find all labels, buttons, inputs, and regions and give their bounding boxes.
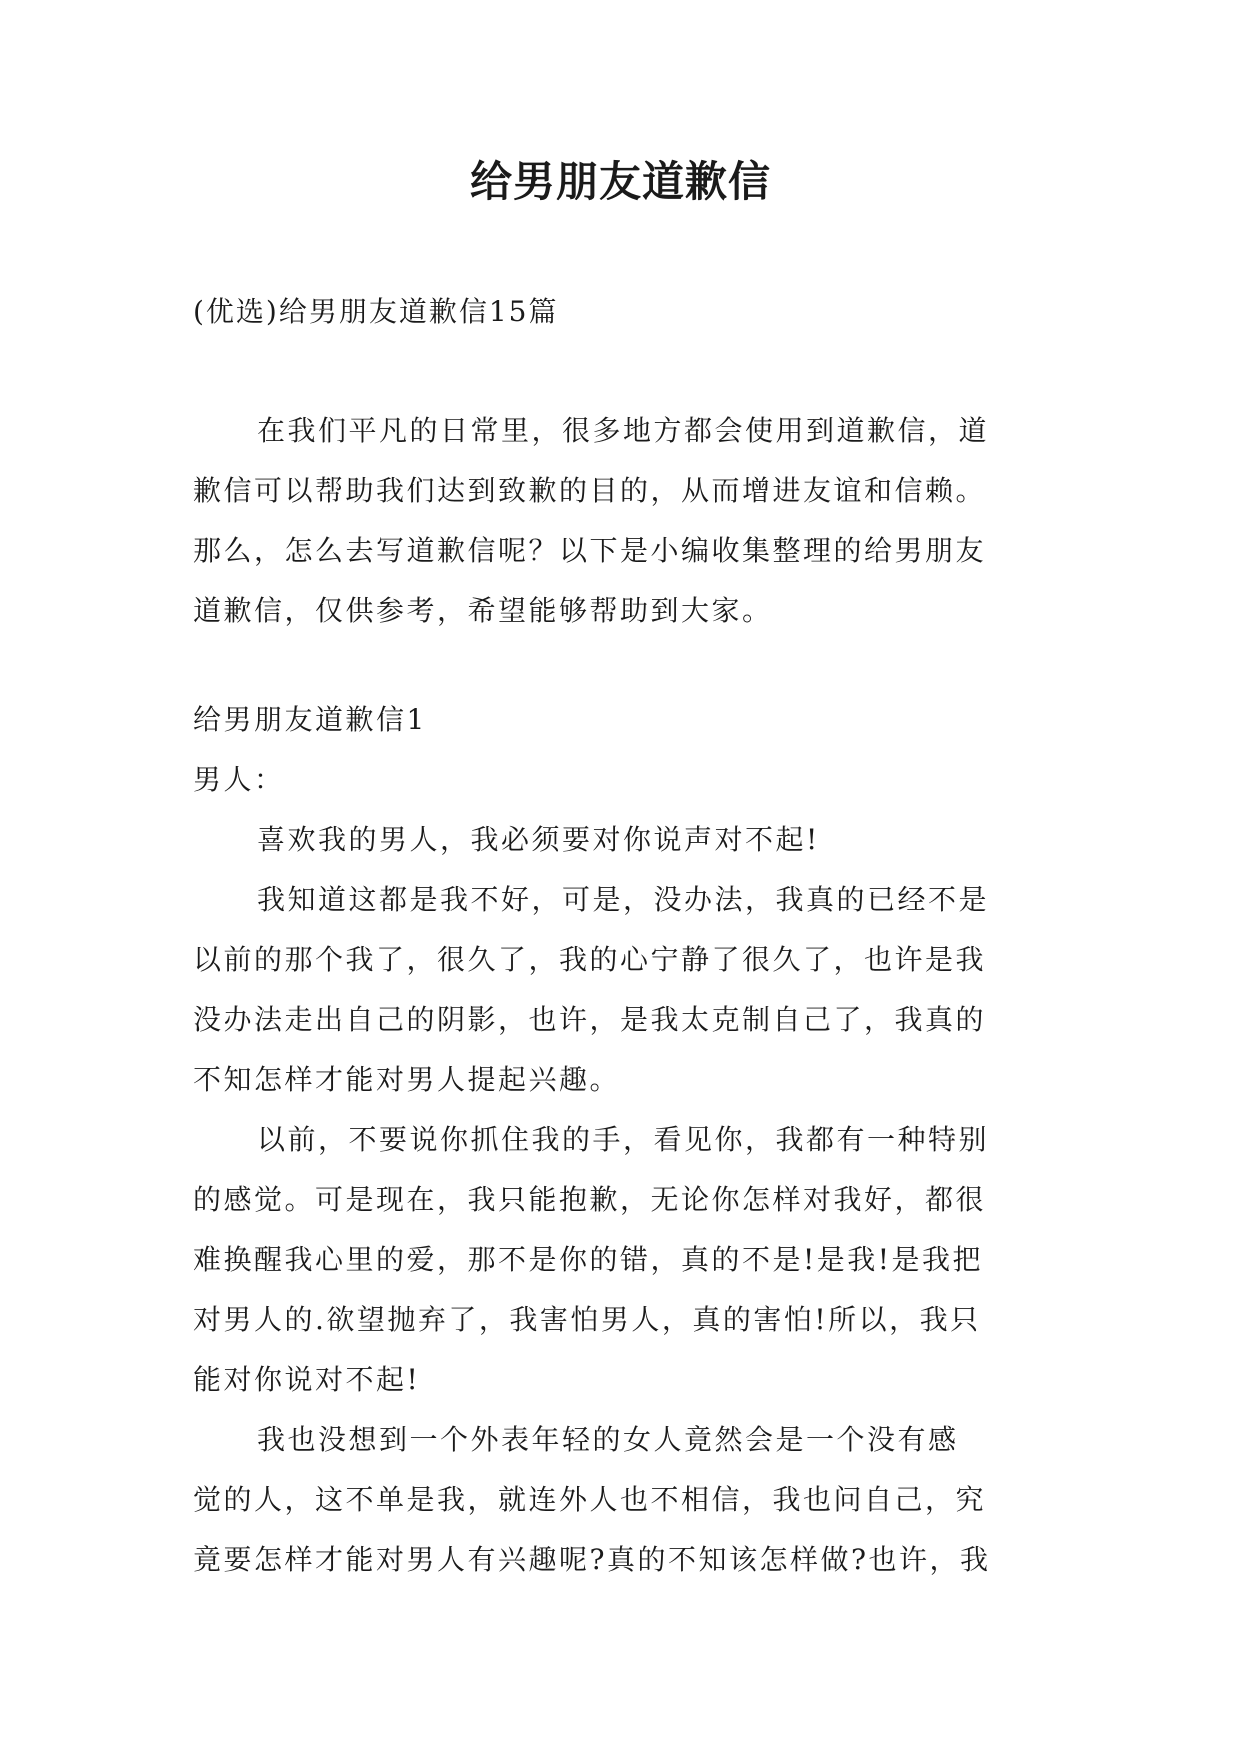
intro-line: 那么，怎么去写道歉信呢？以下是小编收集整理的给男朋友 <box>193 534 987 567</box>
intro-paragraph <box>193 401 1063 641</box>
body-line: 难换醒我心里的爱，那不是你的错，真的不是!是我!是我把 <box>193 1243 984 1276</box>
intro-line: 在我们平凡的日常里，很多地方都会使用到道歉信，道 <box>257 414 990 447</box>
body-line: 喜欢我的男人，我必须要对你说声对不起! <box>257 823 820 856</box>
body-line: 我也没想到一个外表年轻的女人竟然会是一个没有感 <box>257 1423 959 1456</box>
body-line: 对男人的.欲望抛弃了，我害怕男人，真的害怕!所以，我只 <box>193 1303 981 1336</box>
body-line: 以前的那个我了，很久了，我的心宁静了很久了，也许是我 <box>193 943 987 976</box>
intro-line: 歉信可以帮助我们达到致歉的目的，从而增进友谊和信赖。 <box>193 474 987 507</box>
intro-line: 道歉信，仅供参考，希望能够帮助到大家。 <box>193 594 773 627</box>
body-line: 能对你说对不起! <box>193 1363 421 1396</box>
body-line: 我知道这都是我不好，可是，没办法，我真的已经不是 <box>257 883 990 916</box>
letter-section <box>193 690 1063 1590</box>
body-line: 觉的人，这不单是我，就连外人也不相信，我也问自己，究 <box>193 1483 987 1516</box>
document-title: 给男朋友道歉信 <box>469 157 771 206</box>
body-line: 的感觉。可是现在，我只能抱歉，无论你怎样对我好，都很 <box>193 1183 987 1216</box>
document-subtitle: (优选)给男朋友道歉信15篇 <box>193 295 559 328</box>
body-line: 没办法走出自己的阴影，也许，是我太克制自己了，我真的 <box>193 1003 987 1036</box>
body-line: 竟要怎样才能对男人有兴趣呢?真的不知该怎样做?也许，我 <box>193 1543 991 1576</box>
letter-salutation: 男人： <box>193 763 285 796</box>
body-line: 以前，不要说你抓住我的手，看见你，我都有一种特别 <box>257 1123 990 1156</box>
section-heading: 给男朋友道歉信1 <box>193 703 427 736</box>
body-line: 不知怎样才能对男人提起兴趣。 <box>193 1063 621 1096</box>
